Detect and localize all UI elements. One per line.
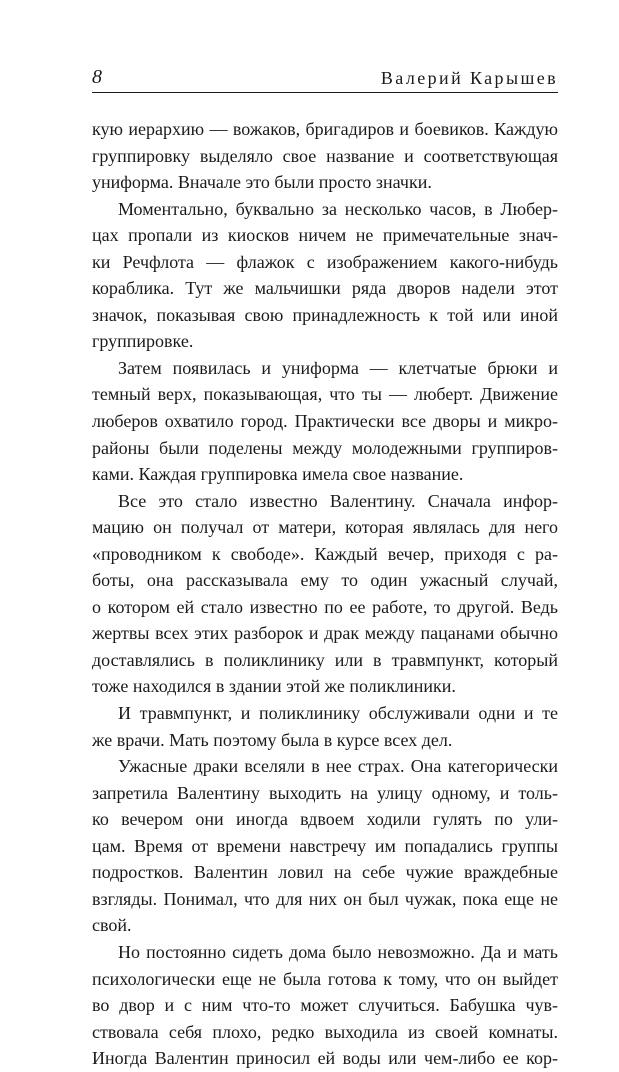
text-line: запретила Валентину выходить на улицу одному, и толь- xyxy=(92,782,558,803)
text-line: кую иерархию — вожаков, бригадиров и боевиков. Каждую xyxy=(92,119,558,139)
text-line: И травмпункт, и поликлинику обслуживали одни и те xyxy=(118,703,558,724)
text-line: цам. Время от времени навстречу им попадались группы xyxy=(92,835,558,856)
text-line: Иногда Валентин приносил ей воды или чем-либо ее кор- xyxy=(92,1048,558,1069)
text-line: Все это стало известно Валентину. Сначала инфор- xyxy=(118,490,558,511)
text-line: о котором ей стало известно по ее работе, то другой. Ведь xyxy=(92,596,558,617)
text-line: боты, она рассказывала ему то один ужасный случай, xyxy=(92,570,558,591)
text-line: доставлялись в поликлинику или в травмпункт, который xyxy=(92,649,558,670)
text-line: темный верх, показывающая, что ты — люберт. Движение xyxy=(92,384,558,405)
text-line: люберов охватило город. Практически все дворы и микро- xyxy=(92,411,558,432)
page-number: 8 xyxy=(92,66,102,88)
text-line: «проводником к свободе». Каждый вечер, приходя с ра- xyxy=(92,543,558,564)
text-line: значок, показывая свою принадлежность к той или иной xyxy=(92,304,558,325)
text-line: Моментально, буквально за несколько часов, в Любер- xyxy=(118,198,558,219)
text-line: взгляды. Понимал, что для них он был чужак, пока еще не xyxy=(92,888,558,909)
text-line: группировке. xyxy=(92,331,194,352)
text-line: Но постоянно сидеть дома было невозможно. Да и мать xyxy=(118,941,558,962)
author-name: Валерий Карышев xyxy=(380,68,558,88)
text-line: Затем появилась и униформа — клетчатые брюки и xyxy=(118,357,558,378)
text-line: психологически еще не была готова к тому, что он выйдет xyxy=(92,968,558,989)
text-line: во двор и с ним что-то может случиться. Бабушка чув- xyxy=(92,995,558,1016)
running-header xyxy=(92,66,558,93)
text-line: группировку выделяло свое название и соответствующая xyxy=(92,145,558,166)
book-page xyxy=(92,66,558,1072)
text-line: мацию он получал от матери, которая являлась для него xyxy=(92,517,558,538)
text-line: свой. xyxy=(92,915,132,936)
text-line: униформа. Вначале это были просто значки. xyxy=(92,172,432,193)
text-line: цах пропали из киосков ничем не примечательные знач- xyxy=(92,225,558,246)
text-line: районы были поделены между молодежными группиров- xyxy=(92,437,558,458)
text-line: жертвы всех этих разборок и драк между пацанами обычно xyxy=(92,623,558,644)
text-line: ками. Каждая группировка имела свое название. xyxy=(92,464,464,485)
text-line: ко вечером они иногда вдвоем ходили гулять по ули- xyxy=(92,809,558,830)
text-line: Ужасные драки вселяли в нее страх. Она категорически xyxy=(118,756,558,777)
text-line: же врачи. Мать поэтому была в курсе всех дел. xyxy=(92,729,453,750)
text-line: подростков. Валентин ловил на себе чужие враждебные xyxy=(92,862,558,883)
text-line: ки Речфлота — флажок с изображением какого-нибудь xyxy=(92,251,558,272)
text-line: тоже находился в здании этой же поликлиники. xyxy=(92,676,456,697)
text-line: кораблика. Тут же мальчишки ряда дворов надели этот xyxy=(92,278,558,299)
text-line: ствовала себя плохо, редко выходила из своей комнаты. xyxy=(92,1021,558,1042)
body-text xyxy=(92,116,558,1072)
